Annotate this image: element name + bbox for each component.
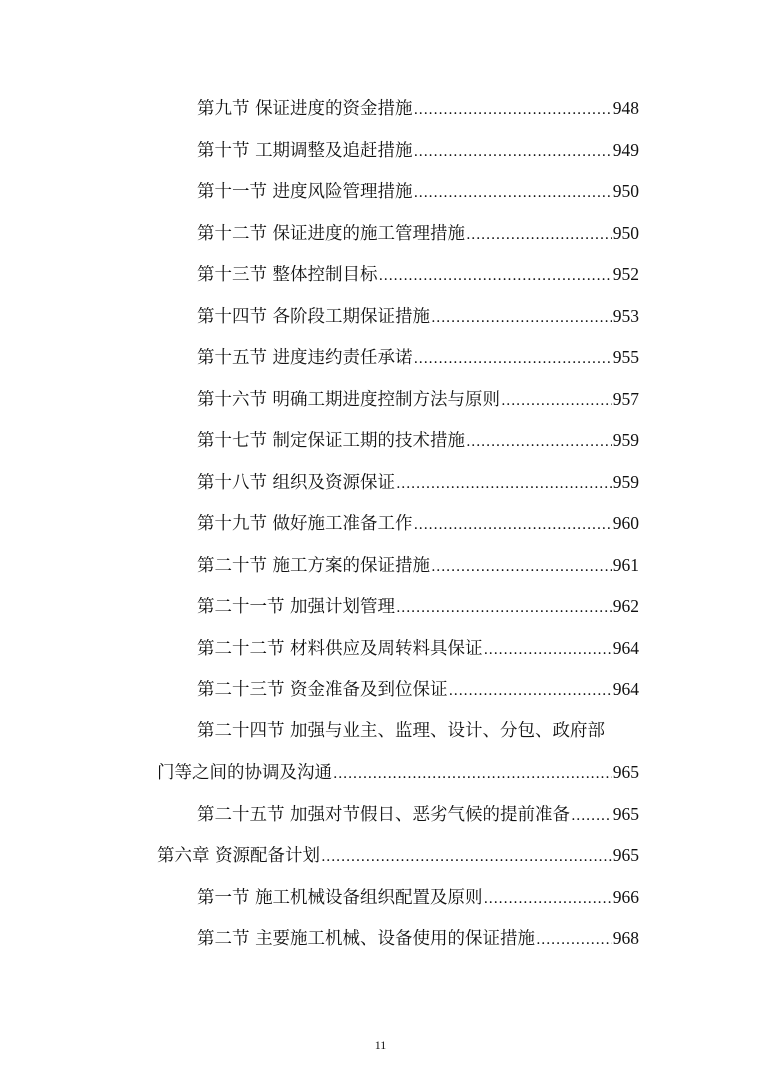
toc-entry-title: 第二十三节 资金准备及到位保证 [197, 680, 448, 700]
dot-leader [333, 763, 612, 785]
toc-entry[interactable] [197, 97, 639, 121]
toc-entry-title: 第十八节 组织及资源保证 [197, 473, 396, 493]
dot-leader [501, 390, 612, 412]
toc-entry[interactable] [197, 346, 639, 370]
dot-leader [466, 224, 612, 246]
toc-entry-page: 950 [612, 223, 639, 243]
toc-entry-title-line2: 门等之间的协调及沟通 [157, 763, 332, 783]
toc-entry[interactable] [197, 886, 639, 910]
toc-entry[interactable] [197, 263, 639, 287]
dot-leader [466, 431, 612, 453]
toc-entry[interactable] [197, 471, 639, 495]
toc-entry-page: 959 [612, 430, 639, 450]
toc-entry-title: 第二十五节 加强对节假日、恶劣气候的提前准备 [197, 805, 571, 825]
toc-entry-page: 965 [612, 845, 639, 865]
toc-entry-wrapped-line[interactable] [197, 720, 639, 742]
toc-entry[interactable] [197, 678, 639, 702]
dot-leader [431, 307, 612, 329]
dot-leader [571, 805, 612, 827]
toc-entry-title: 第十六节 明确工期进度控制方法与原则 [197, 390, 501, 410]
toc-entry-page: 966 [612, 887, 639, 907]
dot-leader [431, 556, 612, 578]
toc-entry-page: 957 [612, 389, 639, 409]
toc-entry[interactable] [197, 180, 639, 204]
toc-entry-title: 第六章 资源配备计划 [157, 846, 321, 866]
toc-entry-title: 第十三节 整体控制目标 [197, 265, 378, 285]
page-number: 11 [374, 1038, 387, 1052]
toc-entry-page: 948 [612, 98, 639, 118]
toc-entry[interactable] [197, 512, 639, 536]
toc-entry[interactable] [197, 222, 639, 246]
toc-entry-page: 952 [612, 264, 639, 284]
toc-entry-title-line1: 第二十四节 加强与业主、监理、设计、分包、政府部 [197, 721, 606, 741]
dot-leader [414, 514, 612, 536]
toc-entry[interactable] [197, 554, 639, 578]
toc-entry[interactable] [157, 761, 639, 785]
dot-leader [414, 182, 612, 204]
toc-entry-title: 第二十二节 材料供应及周转料具保证 [197, 639, 483, 659]
toc-entry-page: 953 [612, 306, 639, 326]
toc-entry-page: 959 [612, 472, 639, 492]
toc-entry-page: 968 [612, 928, 639, 948]
toc-entry[interactable] [197, 637, 639, 661]
toc-entry[interactable] [197, 139, 639, 163]
toc-entry-page: 964 [612, 679, 639, 699]
toc-entry-title: 第一节 施工机械设备组织配置及原则 [197, 888, 483, 908]
dot-leader [449, 680, 612, 702]
toc-entry-page: 962 [612, 596, 639, 616]
dot-leader [484, 639, 612, 661]
dot-leader [414, 348, 612, 370]
toc-entry-page: 950 [612, 181, 639, 201]
toc-entry-title: 第十二节 保证进度的施工管理措施 [197, 224, 466, 244]
toc-entry-title: 第二十节 施工方案的保证措施 [197, 556, 431, 576]
toc-entry-title: 第十节 工期调整及追赶措施 [197, 141, 413, 161]
dot-leader [321, 846, 612, 868]
toc-entry-page: 960 [612, 513, 639, 533]
toc-entry-title: 第二十一节 加强计划管理 [197, 597, 396, 617]
toc-entry[interactable] [197, 388, 639, 412]
toc-entry-page: 965 [612, 804, 639, 824]
toc-entry-page: 949 [612, 140, 639, 160]
toc-entry-page: 965 [612, 762, 639, 782]
dot-leader [379, 265, 612, 287]
dot-leader [536, 929, 612, 951]
toc-entry[interactable] [197, 595, 639, 619]
toc-entry-page: 961 [612, 555, 639, 575]
toc-entry[interactable] [197, 305, 639, 329]
toc-entry-title: 第十五节 进度违约责任承诺 [197, 348, 413, 368]
toc-entry-page: 955 [612, 347, 639, 367]
dot-leader [414, 141, 612, 163]
toc-entry[interactable] [197, 927, 639, 951]
toc-chapter-entry[interactable] [157, 844, 639, 868]
dot-leader [396, 597, 612, 619]
toc-entry-title: 第十四节 各阶段工期保证措施 [197, 307, 431, 327]
toc-entry-title: 第十一节 进度风险管理措施 [197, 182, 413, 202]
dot-leader [414, 99, 612, 121]
dot-leader [484, 888, 612, 910]
toc-entry-title: 第九节 保证进度的资金措施 [197, 99, 413, 119]
toc-entry-page: 964 [612, 638, 639, 658]
toc-entry-title: 第十七节 制定保证工期的技术措施 [197, 431, 466, 451]
dot-leader [396, 473, 612, 495]
toc-entry-title: 第二节 主要施工机械、设备使用的保证措施 [197, 929, 536, 949]
toc-entry-title: 第十九节 做好施工准备工作 [197, 514, 413, 534]
toc-entry[interactable] [197, 429, 639, 453]
toc-entry[interactable] [197, 803, 639, 827]
